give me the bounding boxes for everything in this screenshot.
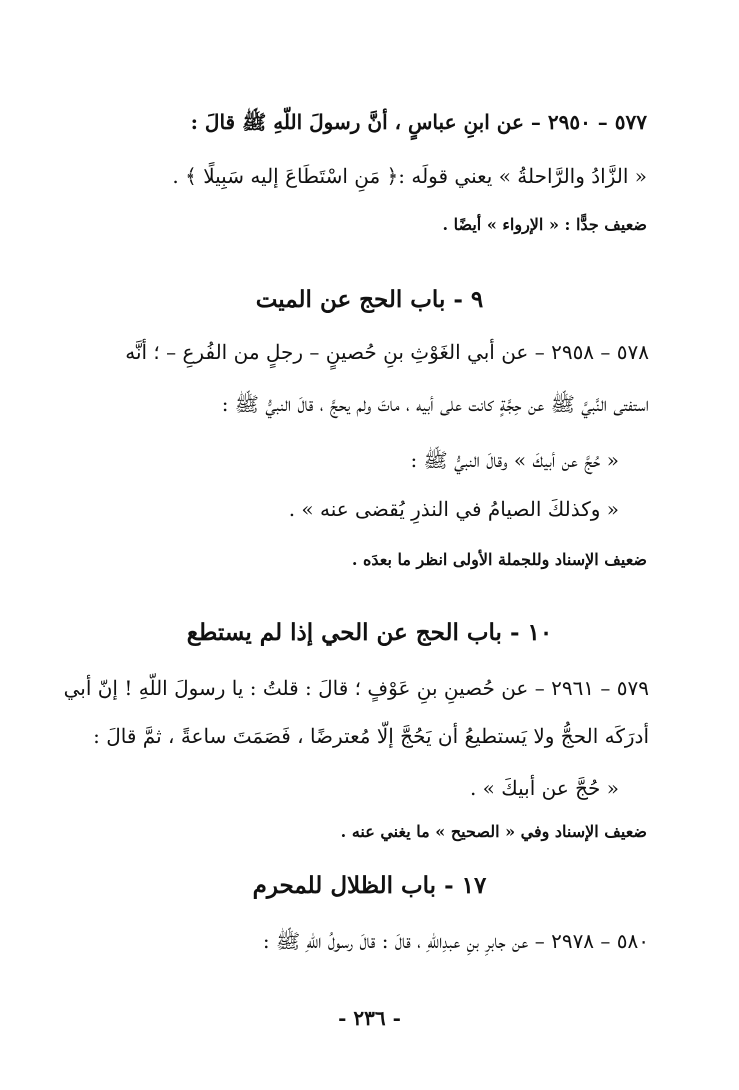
- hadith-579-line-2: أدرَكَه الحجُّ ولا يَستطيعُ أن يَحُجَّ إلّا مُعترضًا ، فَصَمَتَ ساعةً ، ثمَّ قالَ :: [93, 724, 649, 748]
- section-10-heading: ١٠ - باب الحج عن الحي إذا لم يستطع: [186, 619, 553, 646]
- hadith-577-line-1: ٥٧٧ – ٢٩٥٠ – عن ابنِ عباسٍ ، أنَّ رسولَ اللّهِ ﷺ قالَ :: [190, 110, 647, 134]
- hadith-580-line-1: ٥٨٠ – ٢٩٧٨ – عن جابرِ بنِ عبدِاللّهِ ، قالَ : قالَ رسولُ اللّهِ ﷺ :: [262, 929, 649, 953]
- hadith-578-line-4: « وكذلكَ الصيامُ في النذرِ يُقضى عنه » .: [288, 497, 619, 521]
- section-9-heading: ٩ - باب الحج عن الميت: [255, 286, 484, 313]
- hadith-579-line-1: ٥٧٩ – ٢٩٦١ – عن حُصينِ بنِ عَوْفٍ ؛ قالَ : قلتُ : يا رسولَ اللّهِ ! إنّ أبي: [63, 676, 649, 700]
- hadith-579-line-3: « حُجَّ عن أبيكَ » .: [469, 776, 619, 800]
- hadith-579-grading: ضعيف الإسناد وفي « الصحيح » ما يغني عنه .: [340, 822, 647, 841]
- hadith-577-line-2: « الزَّادُ والرَّاحلةُ » يعني قولَه :﴿ مَنِ اسْتَطَاعَ إليه سَبِيلًا ﴾ .: [172, 164, 647, 188]
- hadith-577-grading: ضعيف جدًّا : « الإرواء » أيضًا .: [442, 215, 647, 234]
- section-17-heading: ١٧ - باب الظلال للمحرم: [252, 872, 487, 899]
- hadith-578-grading: ضعيف الإسناد وللجملة الأولى انظر ما بعدَه .: [351, 550, 647, 569]
- hadith-578-line-1: ٥٧٨ – ٢٩٥٨ – عن أبي الغَوْثِ بنِ حُصينٍ – رجلٍ من الفُرعِ – ؛ أنَّه: [125, 340, 649, 364]
- page-number: - ٢٣٦ -: [338, 1006, 401, 1030]
- hadith-578-line-3: « حُجَّ عن أبيكَ » وقالَ النبيُّ ﷺ :: [410, 448, 619, 472]
- hadith-578-line-2: استفتى النَّبيَّ ﷺ عن حِجَّةٍ كانت على أبيه ، ماتَ ولم يحجَّ ، قالَ النبيُّ ﷺ :: [221, 392, 649, 416]
